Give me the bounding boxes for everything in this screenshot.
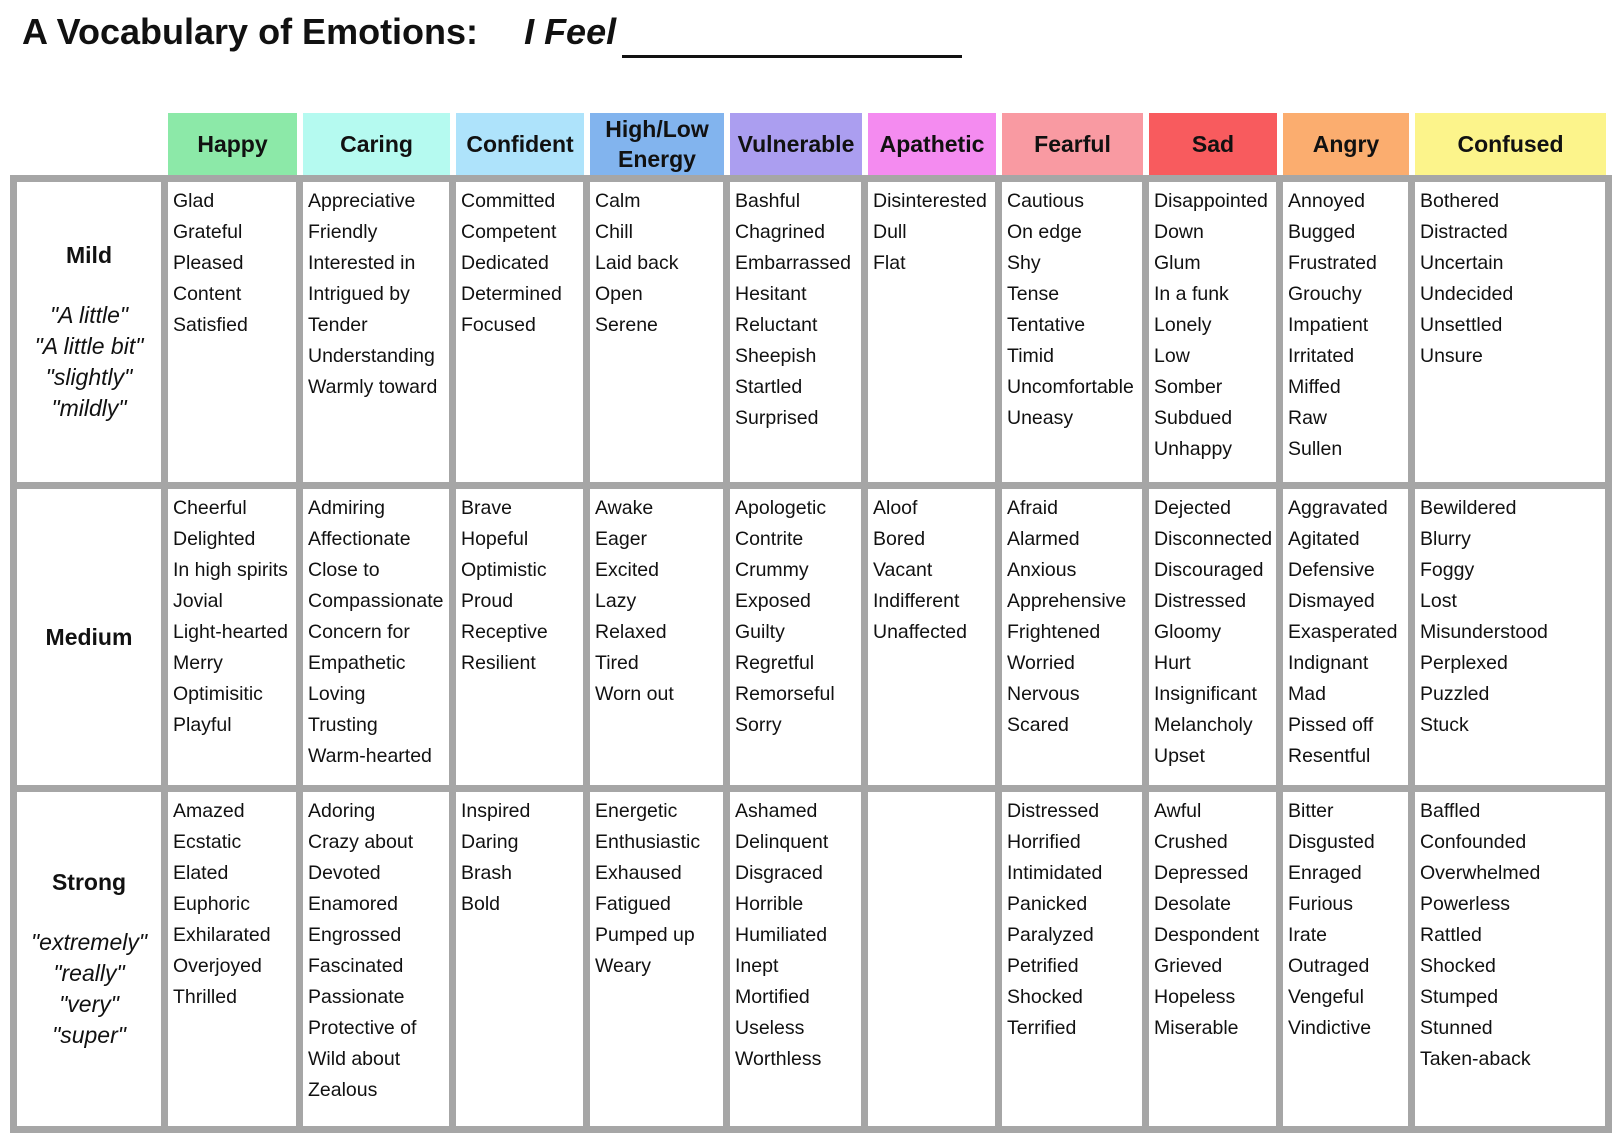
emotion-word: Euphoric xyxy=(173,893,250,915)
emotion-word: Gloomy xyxy=(1154,621,1222,643)
emotion-word: Useless xyxy=(735,1017,805,1039)
emotion-word: Distracted xyxy=(1420,221,1508,243)
emotion-word: Powerless xyxy=(1420,893,1510,915)
emotion-word: Fascinated xyxy=(308,955,404,977)
emotion-word: Defensive xyxy=(1288,559,1375,581)
cell-mild-confident xyxy=(456,182,583,482)
emotion-word: Brave xyxy=(461,497,512,519)
emotion-word: Raw xyxy=(1288,407,1328,429)
emotion-word: Jovial xyxy=(173,590,223,612)
emotion-word: Admiring xyxy=(308,497,385,519)
emotion-word: Proud xyxy=(461,590,514,612)
emotion-word: Unsettled xyxy=(1420,314,1503,336)
cell-mild-vulnerable xyxy=(730,182,861,482)
emotion-word: Cheerful xyxy=(173,497,247,519)
emotion-word: Dedicated xyxy=(461,252,549,274)
emotion-word: Uncertain xyxy=(1420,252,1504,274)
emotion-word: Anxious xyxy=(1007,559,1077,581)
emotion-word: Embarrassed xyxy=(735,252,851,274)
emotion-word: Puzzled xyxy=(1420,683,1490,705)
cell-medium-confident xyxy=(456,489,583,785)
page-title xyxy=(22,6,962,58)
emotion-word: Appreciative xyxy=(308,190,416,212)
emotion-word: Hurt xyxy=(1154,652,1191,674)
emotion-word: Enamored xyxy=(308,893,398,915)
header-label: Confident xyxy=(466,131,574,157)
emotion-word: Bored xyxy=(873,528,926,550)
emotion-word: Furious xyxy=(1288,893,1354,915)
emotion-word: Energetic xyxy=(595,800,678,822)
header-label: Angry xyxy=(1312,131,1380,157)
emotion-word: Laid back xyxy=(595,252,679,274)
emotion-word: Crushed xyxy=(1154,831,1228,853)
header-high-low-energy xyxy=(590,113,724,175)
emotion-word: Determined xyxy=(461,283,562,305)
emotion-word: Humiliated xyxy=(735,924,828,946)
emotion-word: Lonely xyxy=(1154,314,1212,336)
emotion-word: Impatient xyxy=(1288,314,1369,336)
header-vulnerable xyxy=(730,113,862,175)
emotion-word: Taken-aback xyxy=(1420,1048,1531,1070)
emotion-word: Depressed xyxy=(1154,862,1249,884)
emotion-word: Timid xyxy=(1007,345,1054,367)
header-sad xyxy=(1149,113,1277,175)
emotion-word: Intimidated xyxy=(1007,862,1103,884)
emotion-word: Relaxed xyxy=(595,621,667,643)
emotion-word: Resilient xyxy=(461,652,536,674)
emotion-word: Unsure xyxy=(1420,345,1483,367)
emotion-word: Remorseful xyxy=(735,683,835,705)
cell-medium-sad xyxy=(1149,489,1276,785)
emotion-word: Tender xyxy=(308,314,368,336)
intensity-qualifier: "A little" xyxy=(49,302,129,328)
emotion-word: Passionate xyxy=(308,986,405,1008)
emotion-word: Calm xyxy=(595,190,641,212)
header-happy xyxy=(168,113,297,175)
emotion-word: Shocked xyxy=(1007,986,1083,1008)
emotion-word: Somber xyxy=(1154,376,1223,398)
header-confused xyxy=(1415,113,1606,175)
emotion-word: Bold xyxy=(461,893,501,915)
cell-mild-fearful xyxy=(1002,182,1142,482)
emotion-word: Glum xyxy=(1154,252,1201,274)
emotion-word: Committed xyxy=(461,190,556,212)
emotion-word: Vengeful xyxy=(1288,986,1364,1008)
emotion-word: Dejected xyxy=(1154,497,1231,519)
emotion-word: Foggy xyxy=(1420,559,1475,581)
cell-mild-high-low-energy xyxy=(590,182,723,482)
intensity-level: Medium xyxy=(45,624,133,650)
cell-medium-fearful xyxy=(1002,489,1142,785)
cell-mild-angry xyxy=(1283,182,1408,482)
emotion-word: Surprised xyxy=(735,407,819,429)
emotion-word: Apologetic xyxy=(735,497,827,519)
cell-strong-caring xyxy=(303,792,449,1126)
emotion-word: Exhaused xyxy=(595,862,682,884)
emotion-word: Irate xyxy=(1288,924,1328,946)
emotion-word: Mortified xyxy=(735,986,810,1008)
emotion-word: Bitter xyxy=(1288,800,1334,822)
emotion-word: Disinterested xyxy=(873,190,987,212)
emotion-word: Desolate xyxy=(1154,893,1231,915)
header-label: Confused xyxy=(1457,131,1564,157)
emotion-word: Light-hearted xyxy=(173,621,288,643)
emotion-word: Regretful xyxy=(735,652,815,674)
emotion-word: Distressed xyxy=(1154,590,1247,612)
emotion-word: Playful xyxy=(173,714,232,736)
emotion-word: Subdued xyxy=(1154,407,1233,429)
cell-mild-caring xyxy=(303,182,449,482)
cell-medium-happy xyxy=(168,489,296,785)
fill-in-blank xyxy=(622,15,962,58)
emotion-word: Ashamed xyxy=(735,800,818,822)
emotion-word: Sorry xyxy=(735,714,782,736)
emotion-word: Satisfied xyxy=(173,314,248,336)
emotion-word: Zealous xyxy=(308,1079,378,1101)
emotion-word: Intrigued by xyxy=(308,283,410,305)
cell-medium-vulnerable xyxy=(730,489,861,785)
emotion-word: Disgusted xyxy=(1288,831,1375,853)
header-confident xyxy=(456,113,584,175)
emotion-word: Cautious xyxy=(1007,190,1084,212)
emotion-word: Stunned xyxy=(1420,1017,1493,1039)
header-label: Fearful xyxy=(1034,131,1111,157)
emotion-word: Elated xyxy=(173,862,229,884)
emotion-word: Aloof xyxy=(873,497,918,519)
emotion-word: Disappointed xyxy=(1154,190,1268,212)
emotion-word: Blurry xyxy=(1420,528,1471,550)
emotion-word: Hopeless xyxy=(1154,986,1236,1008)
emotion-word: Chagrined xyxy=(735,221,825,243)
row-label-medium xyxy=(17,489,161,785)
emotion-word: Tentative xyxy=(1007,314,1086,336)
header-apathetic xyxy=(868,113,996,175)
emotion-word: Despondent xyxy=(1154,924,1260,946)
emotion-word: Compassionate xyxy=(308,590,444,612)
emotion-word: Worthless xyxy=(735,1048,822,1070)
emotion-word: Thrilled xyxy=(173,986,237,1008)
emotion-word: Lost xyxy=(1420,590,1457,612)
emotion-word: Indignant xyxy=(1288,652,1369,674)
emotion-word: Ecstatic xyxy=(173,831,242,853)
emotion-word: Vindictive xyxy=(1288,1017,1372,1039)
emotion-word: Worn out xyxy=(595,683,674,705)
intensity-qualifier: "extremely" xyxy=(30,929,148,955)
emotion-word: Exasperated xyxy=(1288,621,1398,643)
intensity-level: Mild xyxy=(66,242,112,268)
emotion-word: Loving xyxy=(308,683,366,705)
cell-strong-high-low-energy xyxy=(590,792,723,1126)
emotion-word: Optimistic xyxy=(461,559,547,581)
emotion-word: Nervous xyxy=(1007,683,1080,705)
emotion-word: Warmly toward xyxy=(308,376,438,398)
title-i-feel: I Feel xyxy=(524,11,617,52)
emotion-word: Uncomfortable xyxy=(1007,376,1134,398)
emotion-word: Friendly xyxy=(308,221,378,243)
emotion-word: On edge xyxy=(1007,221,1082,243)
emotion-word: Interested in xyxy=(308,252,416,274)
emotion-word: Resentful xyxy=(1288,745,1371,767)
emotion-word: Understanding xyxy=(308,345,435,367)
emotion-word: Chill xyxy=(595,221,633,243)
emotion-word: Disgraced xyxy=(735,862,823,884)
cell-medium-caring xyxy=(303,489,449,785)
emotion-word: Stumped xyxy=(1420,986,1499,1008)
cell-medium-angry xyxy=(1283,489,1408,785)
emotion-word: Pumped up xyxy=(595,924,695,946)
emotion-word: Mad xyxy=(1288,683,1326,705)
emotion-word: Close to xyxy=(308,559,380,581)
emotion-word: Adoring xyxy=(308,800,376,822)
emotion-word: Fatigued xyxy=(595,893,671,915)
emotion-word: Misunderstood xyxy=(1420,621,1548,643)
cell-medium-confused xyxy=(1415,489,1605,785)
emotion-word: Bashful xyxy=(735,190,801,212)
emotion-word: Crazy about xyxy=(308,831,414,853)
emotion-word: Down xyxy=(1154,221,1204,243)
emotion-word: Stuck xyxy=(1420,714,1469,736)
emotion-word: Bugged xyxy=(1288,221,1356,243)
emotion-word: Discouraged xyxy=(1154,559,1264,581)
emotion-word: Shocked xyxy=(1420,955,1496,977)
emotion-word: Engrossed xyxy=(308,924,402,946)
cell-mild-happy xyxy=(168,182,296,482)
intensity-qualifier: "super" xyxy=(52,1022,126,1048)
cell-strong-confused xyxy=(1415,792,1605,1126)
emotion-word: Disconnected xyxy=(1154,528,1273,550)
row-label-mild xyxy=(17,182,161,482)
emotion-word: Distressed xyxy=(1007,800,1100,822)
emotion-word: Delinquent xyxy=(735,831,829,853)
category-header-row xyxy=(0,113,1623,175)
emotion-word: Hesitant xyxy=(735,283,807,305)
emotion-word: Amazed xyxy=(173,800,245,822)
emotion-word: Excited xyxy=(595,559,659,581)
header-label: High/Low Energy xyxy=(605,116,709,172)
emotion-word: In a funk xyxy=(1154,283,1229,305)
emotion-word: Delighted xyxy=(173,528,256,550)
emotion-word: Dull xyxy=(873,221,907,243)
cell-mild-confused xyxy=(1415,182,1605,482)
emotion-word: Crummy xyxy=(735,559,809,581)
emotion-word: Upset xyxy=(1154,745,1205,767)
emotion-word: Awake xyxy=(595,497,654,519)
emotion-word: Optimisitic xyxy=(173,683,263,705)
cell-strong-sad xyxy=(1149,792,1276,1126)
header-fearful xyxy=(1002,113,1143,175)
emotion-word: Overjoyed xyxy=(173,955,262,977)
emotion-word: Miserable xyxy=(1154,1017,1239,1039)
emotion-word: Devoted xyxy=(308,862,381,884)
emotion-word: Apprehensive xyxy=(1007,590,1127,612)
emotion-word: Tense xyxy=(1007,283,1060,305)
cell-strong-apathetic xyxy=(868,792,995,1126)
cell-strong-angry xyxy=(1283,792,1408,1126)
emotion-word: Protective of xyxy=(308,1017,417,1039)
emotion-word: Low xyxy=(1154,345,1190,367)
emotion-word: Sheepish xyxy=(735,345,817,367)
emotion-word: Weary xyxy=(595,955,651,977)
cell-strong-fearful xyxy=(1002,792,1142,1126)
emotion-word: Uneasy xyxy=(1007,407,1074,429)
emotion-word: Annoyed xyxy=(1288,190,1365,212)
emotion-word: Horrified xyxy=(1007,831,1081,853)
emotion-word: Undecided xyxy=(1420,283,1514,305)
emotion-word: Pissed off xyxy=(1288,714,1374,736)
intensity-qualifier: "slightly" xyxy=(45,364,133,390)
header-label: Apathetic xyxy=(879,131,985,157)
emotion-word: Inspired xyxy=(461,800,531,822)
title-main: A Vocabulary of Emotions: xyxy=(22,11,479,52)
emotion-word: Competent xyxy=(461,221,557,243)
cell-mild-sad xyxy=(1149,182,1276,482)
cell-strong-confident xyxy=(456,792,583,1126)
emotion-word: Open xyxy=(595,283,643,305)
emotion-word: Perplexed xyxy=(1420,652,1508,674)
header-label: Vulnerable xyxy=(737,131,855,157)
cell-mild-apathetic xyxy=(868,182,995,482)
emotion-word: Lazy xyxy=(595,590,637,612)
emotion-word: Grateful xyxy=(173,221,243,243)
header-angry xyxy=(1283,113,1409,175)
emotion-word: Outraged xyxy=(1288,955,1370,977)
emotion-word: Melancholy xyxy=(1154,714,1253,736)
emotion-word: Merry xyxy=(173,652,223,674)
emotion-word: Focused xyxy=(461,314,536,336)
emotion-word: Concern for xyxy=(308,621,410,643)
header-label: Caring xyxy=(340,131,413,157)
emotion-word: Horrible xyxy=(735,893,804,915)
emotion-word: Affectionate xyxy=(308,528,411,550)
emotion-word: Exhilarated xyxy=(173,924,271,946)
emotion-word: Aggravated xyxy=(1288,497,1388,519)
emotion-word: Brash xyxy=(461,862,512,884)
intensity-qualifier: "very" xyxy=(59,991,119,1017)
emotion-word: Tired xyxy=(595,652,639,674)
emotion-word: Startled xyxy=(735,376,803,398)
emotion-word: Bewildered xyxy=(1420,497,1517,519)
emotion-word: Serene xyxy=(595,314,658,336)
emotion-word: Reluctant xyxy=(735,314,818,336)
emotion-word: Scared xyxy=(1007,714,1069,736)
emotion-word: Awful xyxy=(1154,800,1202,822)
intensity-qualifier: "A little bit" xyxy=(34,333,144,359)
emotion-word: Irritated xyxy=(1288,345,1355,367)
emotion-word: Vacant xyxy=(873,559,933,581)
emotion-word: Unhappy xyxy=(1154,438,1233,460)
emotion-word: Daring xyxy=(461,831,519,853)
emotion-word: Insignificant xyxy=(1154,683,1257,705)
emotion-word: Exposed xyxy=(735,590,811,612)
header-caring xyxy=(303,113,450,175)
emotion-word: Indifferent xyxy=(873,590,960,612)
emotion-word: Enthusiastic xyxy=(595,831,701,853)
emotion-word: Afraid xyxy=(1007,497,1058,519)
emotion-word: Frightened xyxy=(1007,621,1101,643)
emotion-word: Sullen xyxy=(1288,438,1343,460)
emotion-word: Trusting xyxy=(308,714,378,736)
emotion-word: Enraged xyxy=(1288,862,1362,884)
emotion-word: Flat xyxy=(873,252,906,274)
header-label: Happy xyxy=(197,131,268,157)
cell-strong-vulnerable xyxy=(730,792,861,1126)
emotion-word: Baffled xyxy=(1420,800,1481,822)
emotion-word: Rattled xyxy=(1420,924,1482,946)
emotion-word: In high spirits xyxy=(173,559,288,581)
emotion-word: Pleased xyxy=(173,252,244,274)
emotion-word: Hopeful xyxy=(461,528,529,550)
emotion-word: Guilty xyxy=(735,621,785,643)
emotion-word: Worried xyxy=(1007,652,1075,674)
emotion-word: Warm-hearted xyxy=(308,745,432,767)
emotion-word: Empathetic xyxy=(308,652,406,674)
emotion-word: Glad xyxy=(173,190,215,212)
emotion-word: Panicked xyxy=(1007,893,1088,915)
emotion-word: Grieved xyxy=(1154,955,1223,977)
emotion-word: Petrified xyxy=(1007,955,1079,977)
emotion-word: Receptive xyxy=(461,621,548,643)
emotion-word: Wild about xyxy=(308,1048,401,1070)
emotion-word: Shy xyxy=(1007,252,1041,274)
emotion-word: Miffed xyxy=(1288,376,1341,398)
emotion-word: Agitated xyxy=(1288,528,1360,550)
row-label-strong xyxy=(17,792,161,1126)
emotion-table xyxy=(10,175,1612,1133)
header-label: Sad xyxy=(1191,131,1235,157)
cell-medium-apathetic xyxy=(868,489,995,785)
cell-strong-happy xyxy=(168,792,296,1126)
emotion-word: Paralyzed xyxy=(1007,924,1094,946)
emotion-word: Alarmed xyxy=(1007,528,1080,550)
emotion-word: Confounded xyxy=(1420,831,1527,853)
emotion-word: Grouchy xyxy=(1288,283,1362,305)
emotion-word: Eager xyxy=(595,528,648,550)
intensity-level: Strong xyxy=(51,869,127,895)
emotion-word: Frustrated xyxy=(1288,252,1377,274)
emotion-word: Overwhelmed xyxy=(1420,862,1541,884)
intensity-qualifier: "mildly" xyxy=(51,395,127,421)
cell-medium-high-low-energy xyxy=(590,489,723,785)
emotion-word: Bothered xyxy=(1420,190,1500,212)
emotion-word: Terrified xyxy=(1007,1017,1077,1039)
emotion-word: Unaffected xyxy=(873,621,967,643)
emotion-word: Content xyxy=(173,283,242,305)
emotion-word: Contrite xyxy=(735,528,804,550)
emotion-word: Dismayed xyxy=(1288,590,1375,612)
emotion-word: Inept xyxy=(735,955,779,977)
intensity-qualifier: "really" xyxy=(53,960,125,986)
